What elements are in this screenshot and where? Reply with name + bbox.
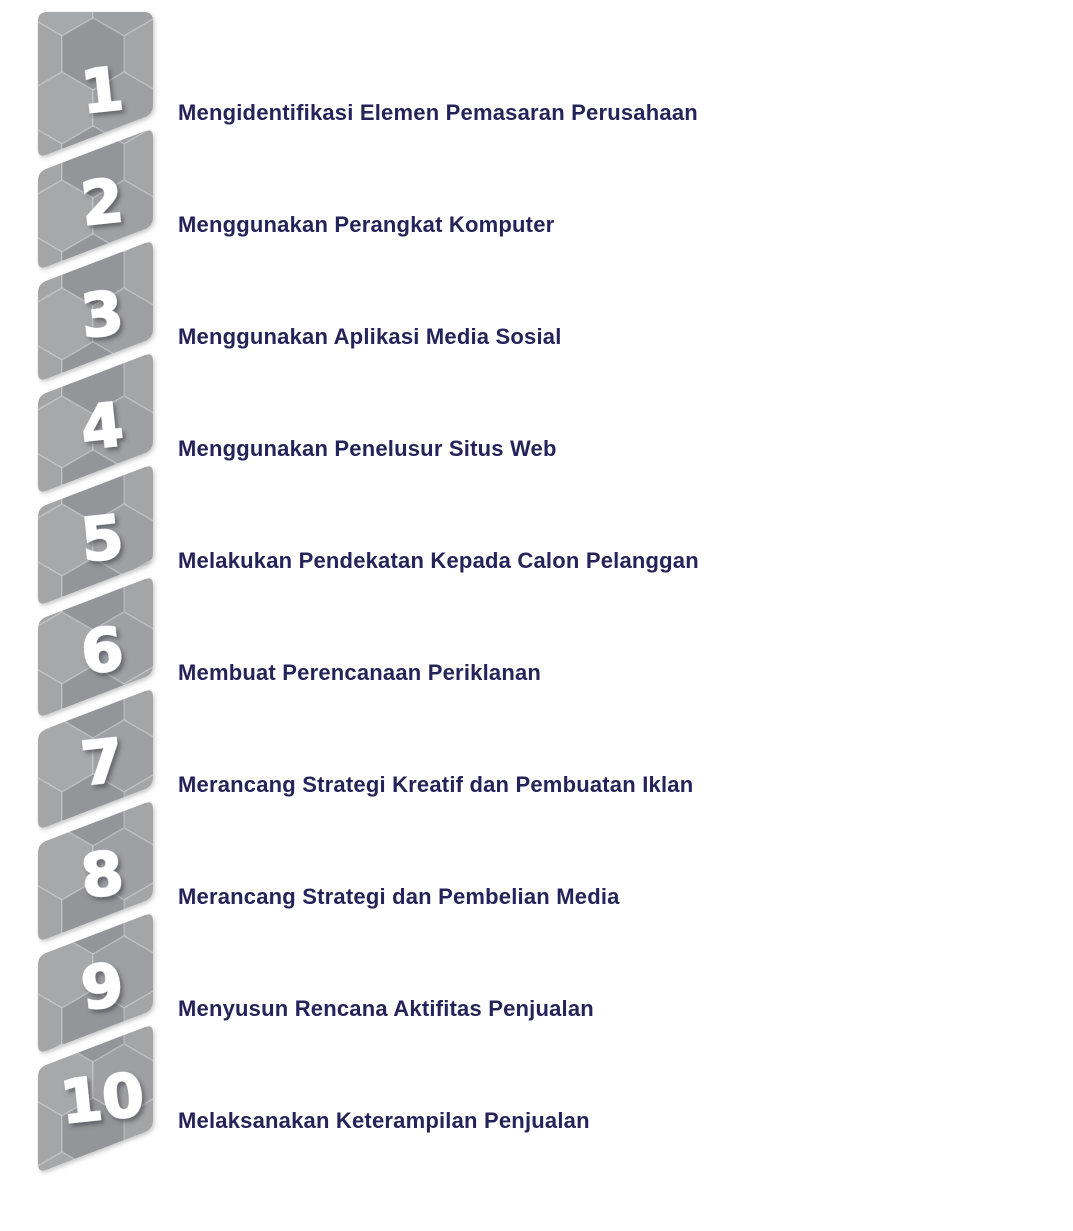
band-number: 10 <box>57 1059 148 1139</box>
list-item-label: Menggunakan Penelusur Situs Web <box>178 436 557 461</box>
band-number: 4 <box>77 389 127 464</box>
band-number: 5 <box>77 501 127 576</box>
band-number: 2 <box>77 165 127 240</box>
list-item-label: Melaksanakan Keterampilan Penjualan <box>178 1108 590 1133</box>
band-number: 8 <box>77 837 127 912</box>
list-item-label: Merancang Strategi dan Pembelian Media <box>178 884 620 909</box>
list-item-label: Menyusun Rencana Aktifitas Penjualan <box>178 996 594 1021</box>
list-item-label: Mengidentifikasi Elemen Pemasaran Perusahaan <box>178 100 698 125</box>
list-item-label: Menggunakan Perangkat Komputer <box>178 212 555 237</box>
band-number: 1 <box>77 53 127 128</box>
numbered-band <box>0 0 220 1231</box>
band-number: 6 <box>77 613 127 688</box>
list-item-label: Membuat Perencanaan Periklanan <box>178 660 542 685</box>
list-item-label: Merancang Strategi Kreatif dan Pembuatan Iklan <box>178 772 694 797</box>
band-number: 7 <box>77 725 127 800</box>
list-item-label: Melakukan Pendekatan Kepada Calon Pelanggan <box>178 548 699 573</box>
list-item-label: Menggunakan Aplikasi Media Sosial <box>178 324 562 349</box>
band-number: 3 <box>77 277 127 352</box>
band-number: 9 <box>77 949 127 1024</box>
